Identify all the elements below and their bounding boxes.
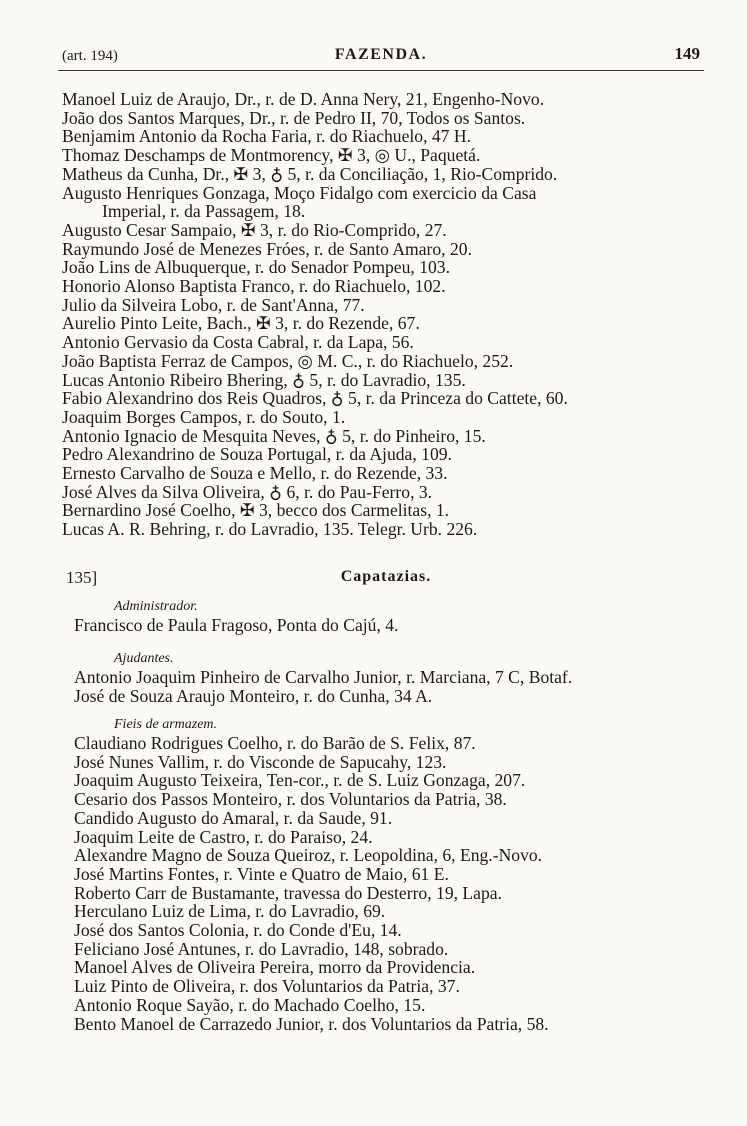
person-entry: Candido Augusto do Amaral, r. da Saude, 91. bbox=[74, 807, 393, 828]
page-number: 149 bbox=[674, 44, 700, 63]
section-number: 135] bbox=[66, 568, 98, 587]
entry-line: Antonio Gervasio da Costa Cabral, r. da Lapa, 56. bbox=[62, 332, 414, 353]
person-entry: Joaquim Augusto Teixeira, Ten-cor., r. de S. Luiz Gonzaga, 207. bbox=[74, 770, 526, 791]
article-reference: (art. 194) bbox=[62, 48, 118, 64]
person-entry: Antonio Roque Sayão, r. do Machado Coelho, 15. bbox=[74, 994, 426, 1015]
role-heading: Ajudantes. bbox=[114, 651, 174, 666]
entry-line: João dos Santos Marques, Dr., r. de Pedro II, 70, Todos os Santos. bbox=[62, 107, 526, 128]
person-entry: Bento Manoel de Carrazedo Junior, r. dos Voluntarios da Patria, 58. bbox=[74, 1013, 549, 1034]
person-entry: José dos Santos Colonia, r. do Conde d'Eu, 14. bbox=[74, 920, 402, 941]
entry-line: Lucas A. R. Behring, r. do Lavradio, 135. Telegr. Urb. 226. bbox=[62, 519, 478, 540]
section-title: Capatazias. bbox=[340, 568, 432, 585]
entry-line-continued: Imperial, r. da Passagem, 18. bbox=[102, 201, 306, 222]
entry-line: Julio da Silveira Lobo, r. de Sant'Anna, 77. bbox=[62, 294, 365, 315]
person-entry: José Nunes Vallim, r. do Visconde de Sapucahy, 123. bbox=[74, 751, 447, 772]
section-heading bbox=[66, 568, 706, 592]
entry-line: João Lins de Albuquerque, r. do Senador Pompeu, 103. bbox=[62, 257, 450, 278]
page-header bbox=[58, 44, 704, 71]
entry-line: João Baptista Ferraz de Campos, ◎ M. C., r. do Riachuelo, 252. bbox=[62, 350, 514, 371]
role-heading: Administrador. bbox=[114, 599, 198, 614]
entry-line: Bernardino José Coelho, ✠ 3, becco dos Carmelitas, 1. bbox=[62, 500, 450, 521]
role-heading: Fieis de armazem. bbox=[114, 717, 218, 732]
entry-line: José Alves da Silva Oliveira, ♁ 6, r. do Pau-Ferro, 3. bbox=[62, 481, 433, 502]
entry-line: Thomaz Deschamps de Montmorency, ✠ 3, ◎ U., Paquetá. bbox=[62, 145, 481, 166]
person-entry: Joaquim Leite de Castro, r. do Paraiso, 24. bbox=[74, 826, 373, 847]
person-entry: Cesario dos Passos Monteiro, r. dos Voluntarios da Patria, 38. bbox=[74, 789, 507, 810]
entry-line: Benjamim Antonio da Rocha Faria, r. do Riachuelo, 47 H. bbox=[62, 126, 471, 147]
entry-line: Lucas Antonio Ribeiro Bhering, ♁ 5, r. do Lavradio, 135. bbox=[62, 369, 466, 390]
entry-list bbox=[62, 90, 712, 539]
entry-line: Pedro Alexandrino de Souza Portugal, r. da Ajuda, 109. bbox=[62, 444, 452, 465]
entry-line: Joaquim Borges Campos, r. do Souto, 1. bbox=[62, 406, 346, 427]
person-entry: Roberto Carr de Bustamante, travessa do Desterro, 19, Lapa. bbox=[74, 882, 502, 903]
person-entry: Antonio Joaquim Pinheiro de Carvalho Junior, r. Marciana, 7 C, Botaf. bbox=[74, 667, 573, 687]
group-administrador bbox=[74, 598, 714, 635]
entry-line: Aurelio Pinto Leite, Bach., ✠ 3, r. do Rezende, 67. bbox=[62, 313, 420, 334]
person-entry: José de Souza Araujo Monteiro, r. do Cunha, 34 A. bbox=[74, 685, 433, 706]
group-ajudantes bbox=[74, 650, 714, 705]
person-entry: Manoel Alves de Oliveira Pereira, morro da Providencia. bbox=[74, 957, 476, 978]
person-entry: Francisco de Paula Fragoso, Ponta do Cajú, 4. bbox=[74, 615, 399, 635]
entry-line: Ernesto Carvalho de Souza e Mello, r. do Rezende, 33. bbox=[62, 463, 448, 484]
person-entry: Feliciano José Antunes, r. do Lavradio, 148, sobrado. bbox=[74, 938, 449, 959]
person-entry: Alexandre Magno de Souza Queiroz, r. Leopoldina, 6, Eng.-Novo. bbox=[74, 845, 543, 866]
person-entry: Luiz Pinto de Oliveira, r. dos Voluntarios da Patria, 37. bbox=[74, 976, 460, 997]
entry-line: Honorio Alonso Baptista Franco, r. do Riachuelo, 102. bbox=[62, 276, 446, 297]
entry-line: Antonio Ignacio de Mesquita Neves, ♁ 5, r. do Pinheiro, 15. bbox=[62, 425, 486, 446]
person-entry: José Martins Fontes, r. Vinte e Quatro de Maio, 61 E. bbox=[74, 863, 449, 884]
group-fieis-de-armazem bbox=[74, 716, 714, 1033]
entry-line: Augusto Cesar Sampaio, ✠ 3, r. do Rio-Comprido, 27. bbox=[62, 219, 447, 240]
entry-line: Raymundo José de Menezes Fróes, r. de Santo Amaro, 20. bbox=[62, 238, 472, 259]
entry-line: Fabio Alexandrino dos Reis Quadros, ♁ 5, r. da Princeza do Cattete, 60. bbox=[62, 388, 568, 409]
entry-line: Matheus da Cunha, Dr., ✠ 3, ♁ 5, r. da Conciliação, 1, Rio-Comprido. bbox=[62, 163, 558, 184]
person-entry: Herculano Luiz de Lima, r. do Lavradio, 69. bbox=[74, 901, 386, 922]
person-entry: Claudiano Rodrigues Coelho, r. do Barão de S. Felix, 87. bbox=[74, 733, 476, 753]
running-title: FAZENDA. bbox=[334, 46, 428, 63]
entry-line: Augusto Henriques Gonzaga, Moço Fidalgo com exercicio da Casa bbox=[62, 182, 537, 203]
entry-line: Manoel Luiz de Araujo, Dr., r. de D. Anna Nery, 21, Engenho-Novo. bbox=[62, 89, 545, 109]
